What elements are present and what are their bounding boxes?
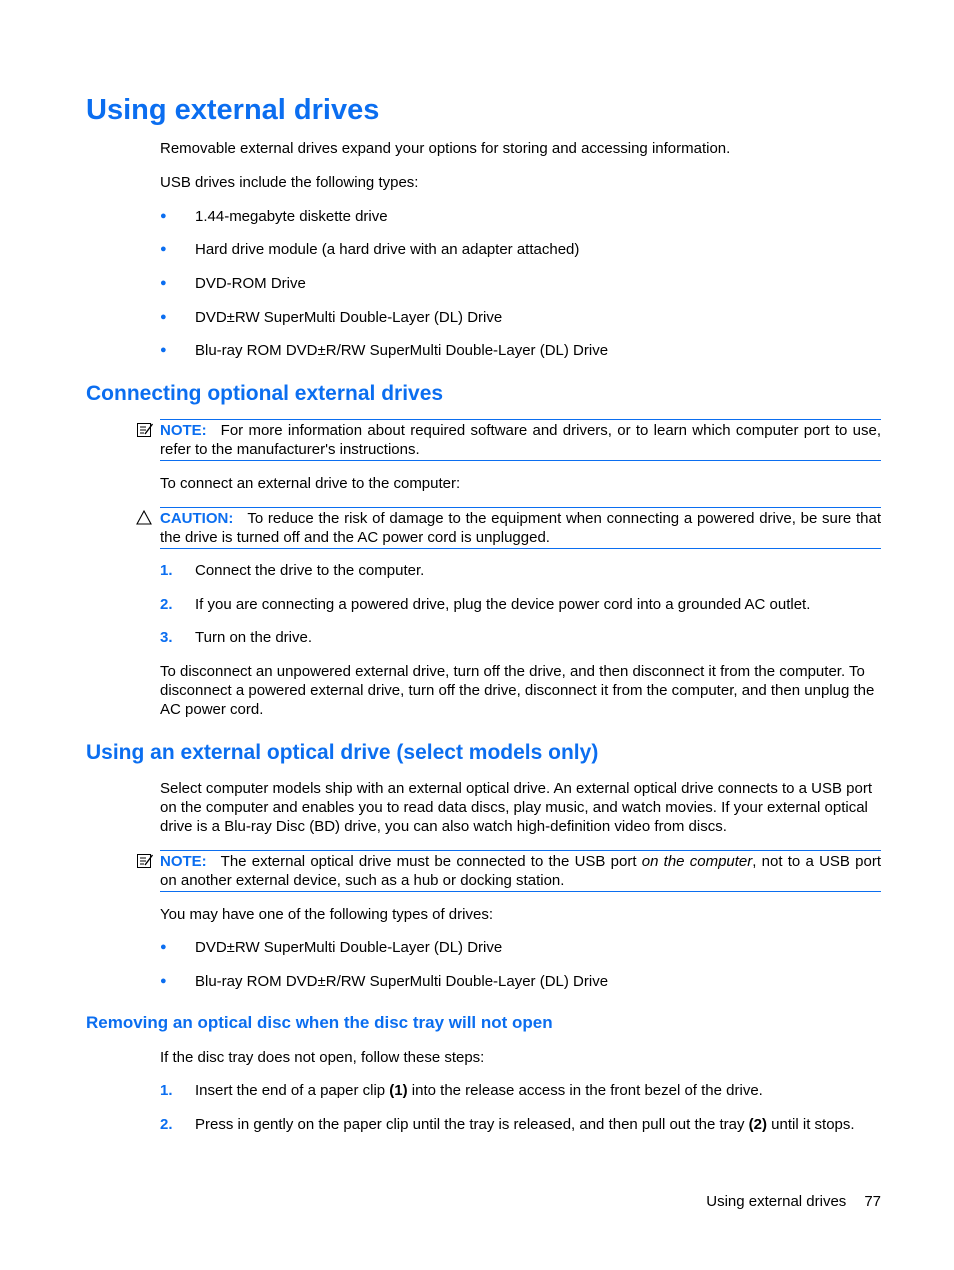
- list-item-text: Blu-ray ROM DVD±R/RW SuperMulti Double-Layer (DL) Drive: [195, 973, 609, 990]
- step-row: [160, 595, 885, 614]
- drive-types-lead: You may have one of the following types of drives:: [160, 906, 493, 923]
- bullet-icon: ●: [160, 311, 167, 323]
- step-text: Press in gently on the paper clip until the tray is released, and then pull out the tray (2) until it stops.: [195, 1116, 855, 1133]
- step-number: 2.: [160, 1116, 173, 1133]
- list-item-text: Hard drive module (a hard drive with an adapter attached): [195, 241, 580, 258]
- section-heading-connecting: Connecting optional external drives: [86, 382, 444, 405]
- step-text: Turn on the drive.: [195, 629, 313, 646]
- footer-label: Using external drives: [706, 1193, 847, 1210]
- note-text: For more information about required software and drivers, or to learn which computer port to use, refer to the manufacturer's instructions.: [160, 422, 881, 458]
- list-item: [160, 207, 885, 226]
- optical-paragraph: Select computer models ship with an external optical drive. An external optical drive connects to a USB port on the computer and enables you to read data discs, play music, and watch movies. If your external optical drive is a Blu-ray Disc (BD) drive, you can also watch high-definition video from discs.: [160, 780, 873, 835]
- removing-lead: If the disc tray does not open, follow these steps:: [160, 1049, 485, 1066]
- list-item: [160, 341, 885, 360]
- intro-paragraph: Removable external drives expand your options for storing and accessing information.: [160, 140, 731, 157]
- note-text-before: The external optical drive must be connected to the USB port: [220, 853, 642, 870]
- step-number: 2.: [160, 596, 173, 613]
- list-item-text: DVD±RW SuperMulti Double-Layer (DL) Drive: [195, 309, 503, 326]
- page-title: Using external drives: [86, 94, 380, 126]
- step-row: [160, 561, 885, 580]
- note-callout: [160, 419, 881, 461]
- list-item: [160, 308, 885, 327]
- list-item: [160, 274, 885, 293]
- note-label: NOTE:: [160, 422, 207, 439]
- list-item-text: DVD-ROM Drive: [195, 275, 306, 292]
- bullet-icon: ●: [160, 210, 167, 222]
- step-text: Insert the end of a paper clip (1) into the release access in the front bezel of the drive.: [195, 1082, 763, 1099]
- list-item: [160, 972, 885, 991]
- note-icon: [136, 421, 154, 439]
- page-number: 77: [864, 1193, 881, 1210]
- step-row: [160, 1115, 885, 1134]
- disconnect-paragraph: To disconnect an unpowered external drive, turn off the drive, and then disconnect it from the computer. To disconnect a powered external drive, turn off the drive, disconnect it from the computer, and then unplug the AC power cord.: [160, 663, 875, 718]
- bullet-icon: ●: [160, 941, 167, 953]
- page-footer: [706, 1192, 881, 1211]
- usb-types-lead: USB drives include the following types:: [160, 174, 419, 191]
- step-text: If you are connecting a powered drive, plug the device power cord into a grounded AC outlet.: [195, 596, 811, 613]
- note-callout: [160, 850, 881, 892]
- step-text: Connect the drive to the computer.: [195, 562, 425, 579]
- step-number: 1.: [160, 1082, 173, 1099]
- step-row: [160, 628, 885, 647]
- bullet-icon: ●: [160, 277, 167, 289]
- note-label: NOTE:: [160, 853, 207, 870]
- note-text-after: , not to a USB port on another external device, such as a hub or docking station.: [160, 853, 881, 889]
- note-text-emphasis: on the computer: [641, 853, 753, 870]
- list-item: [160, 240, 885, 259]
- callout-reference: (1): [389, 1082, 408, 1099]
- list-item: [160, 938, 885, 957]
- section-heading-removing: Removing an optical disc when the disc tray will not open: [86, 1013, 553, 1032]
- bullet-icon: ●: [160, 975, 167, 987]
- bullet-icon: ●: [160, 243, 167, 255]
- caution-triangle-icon: [136, 509, 154, 527]
- callout-reference: (2): [748, 1116, 768, 1133]
- connect-lead: To connect an external drive to the computer:: [160, 475, 461, 492]
- caution-callout: [160, 507, 881, 549]
- list-item-text: DVD±RW SuperMulti Double-Layer (DL) Drive: [195, 939, 503, 956]
- step-number: 3.: [160, 629, 173, 646]
- step-number: 1.: [160, 562, 173, 579]
- section-heading-optical: Using an external optical drive (select models only): [86, 741, 599, 764]
- list-item-text: 1.44-megabyte diskette drive: [195, 208, 388, 225]
- caution-text: To reduce the risk of damage to the equipment when connecting a powered drive, be sure that the drive is turned off and the AC power cord is unplugged.: [160, 510, 881, 546]
- caution-label: CAUTION:: [160, 510, 234, 527]
- step-row: [160, 1081, 885, 1100]
- bullet-icon: ●: [160, 344, 167, 356]
- list-item-text: Blu-ray ROM DVD±R/RW SuperMulti Double-Layer (DL) Drive: [195, 342, 609, 359]
- note-icon: [136, 852, 154, 870]
